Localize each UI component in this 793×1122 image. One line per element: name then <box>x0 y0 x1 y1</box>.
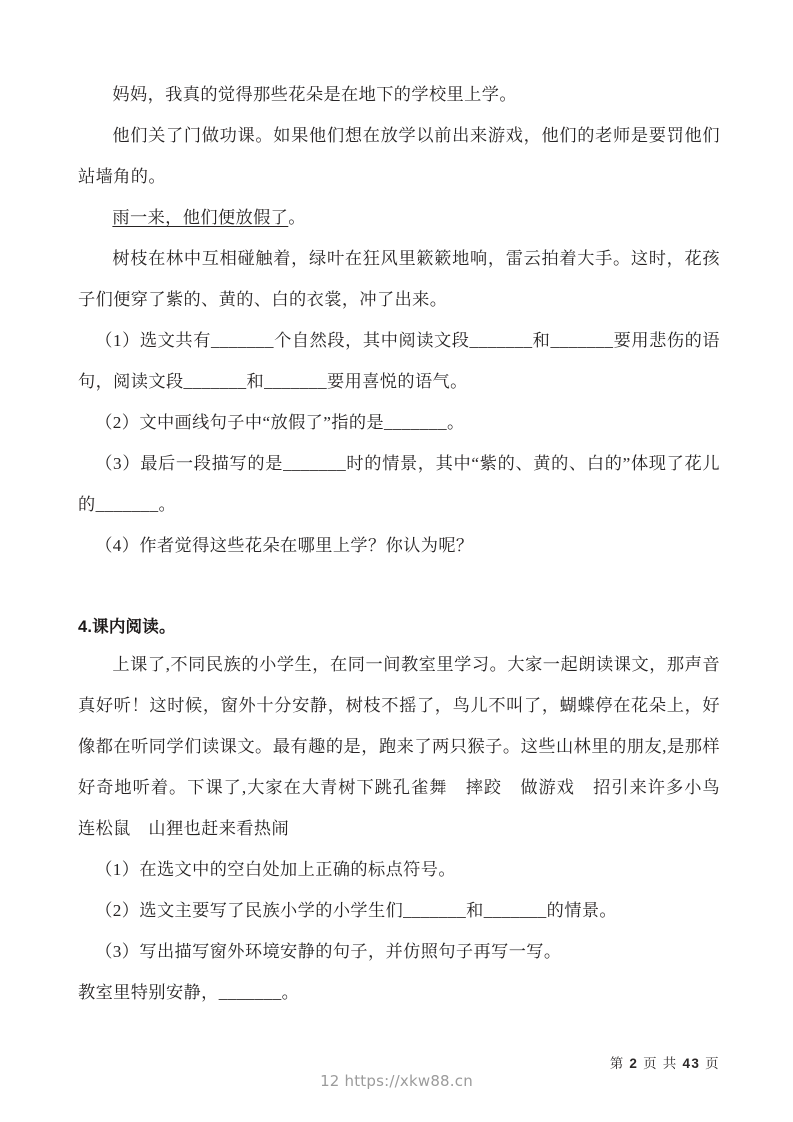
question-4-1: （1）在选文中的空白处加上正确的标点符号。 <box>95 860 456 879</box>
page-suffix-label: 页 <box>705 1056 720 1071</box>
question-a-2: （2）文中画线句子中“放假了”指的是_______。 <box>95 413 465 432</box>
section-spacer <box>78 566 720 610</box>
passage-a-paragraph-last: 树枝在林中互相碰触着，绿叶在狂风里簌簌地响，雷云拍着大手。这时，花孩子们便穿了紫的、黄的、白的衣裳，冲了出来。 <box>78 249 720 309</box>
section-4-passage: 上课了,不同民族的小学生，在同一间教室里学习。大家一起朗读课文，那声音真好听！这时候，窗外十分安静，树枝不摇了，鸟儿不叫了，蝴蝶停在花朵上，好像都在听同学们读课文。最有趣的是，跑来了两只猴子。这些山林里的朋友,是那样好奇地听着。下课了,大家在大青树下跳孔雀舞 摔跤 做游戏 招引来许多小鸟 连松鼠 山狸也赶来看热闹 <box>78 655 738 838</box>
page-number-indicator <box>610 1052 720 1072</box>
page-mid-label: 页 共 <box>643 1056 678 1071</box>
page-content <box>78 74 738 1013</box>
watermark-text: 12 https://xkw88.cn <box>320 1072 473 1090</box>
question-4-2: （2）选文主要写了民族小学的小学生们_______和_______的情景。 <box>95 901 618 920</box>
section-4-heading: 4.课内阅读。 <box>78 618 176 636</box>
page-footer <box>0 1052 793 1098</box>
question-a-4: （4）作者觉得这些花朵在哪里上学？你认为呢？ <box>95 536 474 555</box>
page-current-number: 2 <box>629 1056 639 1071</box>
underlined-sentence: 雨一来，他们便放假了 <box>112 208 289 227</box>
page-total-number: 43 <box>682 1056 701 1071</box>
passage-a-paragraph-2: 他们关了门做功课。如果他们想在放学以前出来游戏，他们的老师是要罚他们站墙角的。 <box>78 126 720 186</box>
passage-a-paragraph-1: 妈妈，我真的觉得那些花朵是在地下的学校里上学。 <box>112 85 517 104</box>
question-4-3: （3）写出描写窗外环境安静的句子，并仿照句子再写一写。 <box>95 942 562 961</box>
page-prefix-label: 第 <box>609 1056 625 1071</box>
question-a-1: （1）选文共有_______个自然段，其中阅读文段_______和_______要用悲伤的语句，阅读文段_______和_______要用喜悦的语气。 <box>78 331 720 391</box>
question-a-3: （3）最后一段描写的是_______时的情景，其中“紫的、黄的、白的”体现了花儿的_______。 <box>78 454 720 514</box>
passage-a-underlined-paragraph <box>78 197 720 238</box>
answer-prompt-line: 教室里特别安静，_______。 <box>78 983 300 1002</box>
underlined-sentence-period: 。 <box>288 208 306 227</box>
